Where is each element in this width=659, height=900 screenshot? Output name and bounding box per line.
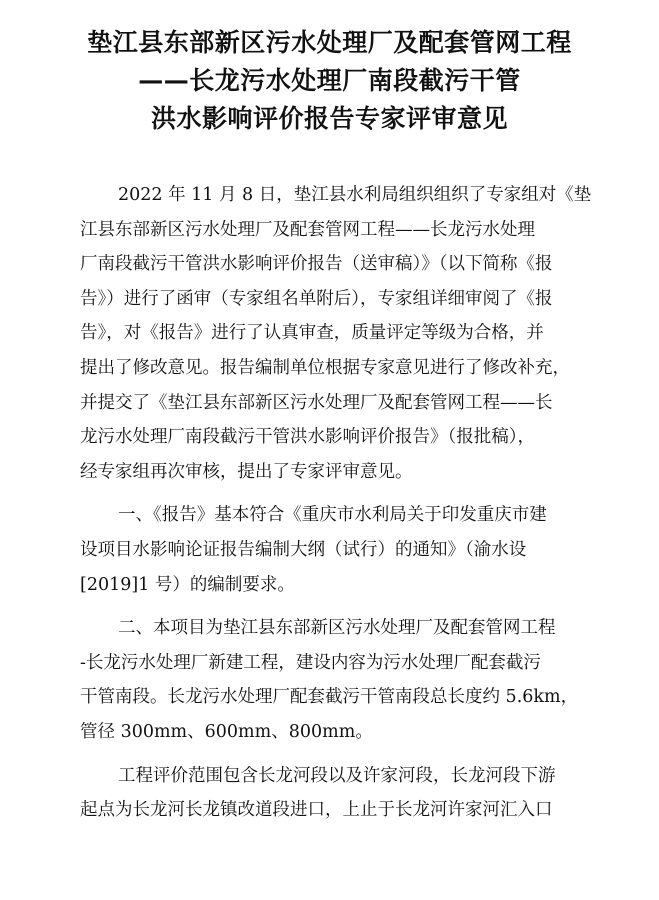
- title-line-1: 垫江县东部新区污水处理厂及配套管网工程: [87, 28, 572, 57]
- paragraph-line: 告》）进行了函审（专家组名单附后），专家组详细审阅了《报: [80, 288, 553, 309]
- document-body: [80, 178, 608, 837]
- paragraph-item-2: [80, 611, 608, 749]
- paragraph-item-1: [80, 498, 608, 602]
- paragraph-line: 厂南段截污干管洪水影响评价报告（送审稿）》（以下简称《报: [80, 254, 553, 275]
- document-title: [0, 24, 659, 138]
- paragraph-line: [2019]1 号）的编制要求。: [80, 574, 295, 595]
- paragraph-line: 经专家组再次审核，提出了专家评审意见。: [80, 461, 413, 482]
- paragraph-intro: [80, 178, 608, 489]
- paragraph-line: 龙污水处理厂南段截污干管洪水影响评价报告》（报批稿），: [80, 427, 535, 448]
- title-line-2: ——长龙污水处理厂南段截污干管: [138, 66, 521, 95]
- paragraph-line: 并提交了《垫江县东部新区污水处理厂及配套管网工程——长: [80, 392, 553, 413]
- title-line-3: 洪水影响评价报告专家评审意见: [150, 104, 508, 133]
- paragraph-scope: [80, 759, 608, 828]
- paragraph-line: 告》，对《报告》进行了认真审查，质量评定等级为合格，并: [80, 323, 544, 344]
- paragraph-line: 提出了修改意见。报告编制单位根据专家意见进行了修改补充，: [80, 357, 570, 378]
- paragraph-line: 干管南段。长龙污水处理厂配套截污干管南段总长度约 5.6km，: [80, 687, 579, 708]
- paragraph-line: 工程评价范围包含长龙河段以及许家河段，长龙河段下游: [118, 765, 556, 786]
- paragraph-line: 起点为长龙河长龙镇改道段进口，上止于长龙河许家河汇入口: [80, 800, 553, 821]
- paragraph-line: 一、《报告》基本符合《重庆市水利局关于印发重庆市建: [118, 505, 547, 526]
- paragraph-line: 管径 300mm、600mm、800mm。: [80, 721, 373, 742]
- paragraph-line: -长龙污水处理厂新建工程，建设内容为污水处理厂配套截污: [80, 652, 541, 673]
- paragraph-line: 江县东部新区污水处理厂及配套管网工程——长龙污水处理: [80, 219, 535, 240]
- paragraph-line: 2022 年 11 月 8 日，垫江县水利局组织组织了专家组对《垫: [118, 185, 592, 205]
- paragraph-line: 二、本项目为垫江县东部新区污水处理厂及配套管网工程: [118, 618, 556, 639]
- paragraph-line: 设项目水影响论证报告编制大纲（试行）的通知》（渝水设: [80, 539, 527, 560]
